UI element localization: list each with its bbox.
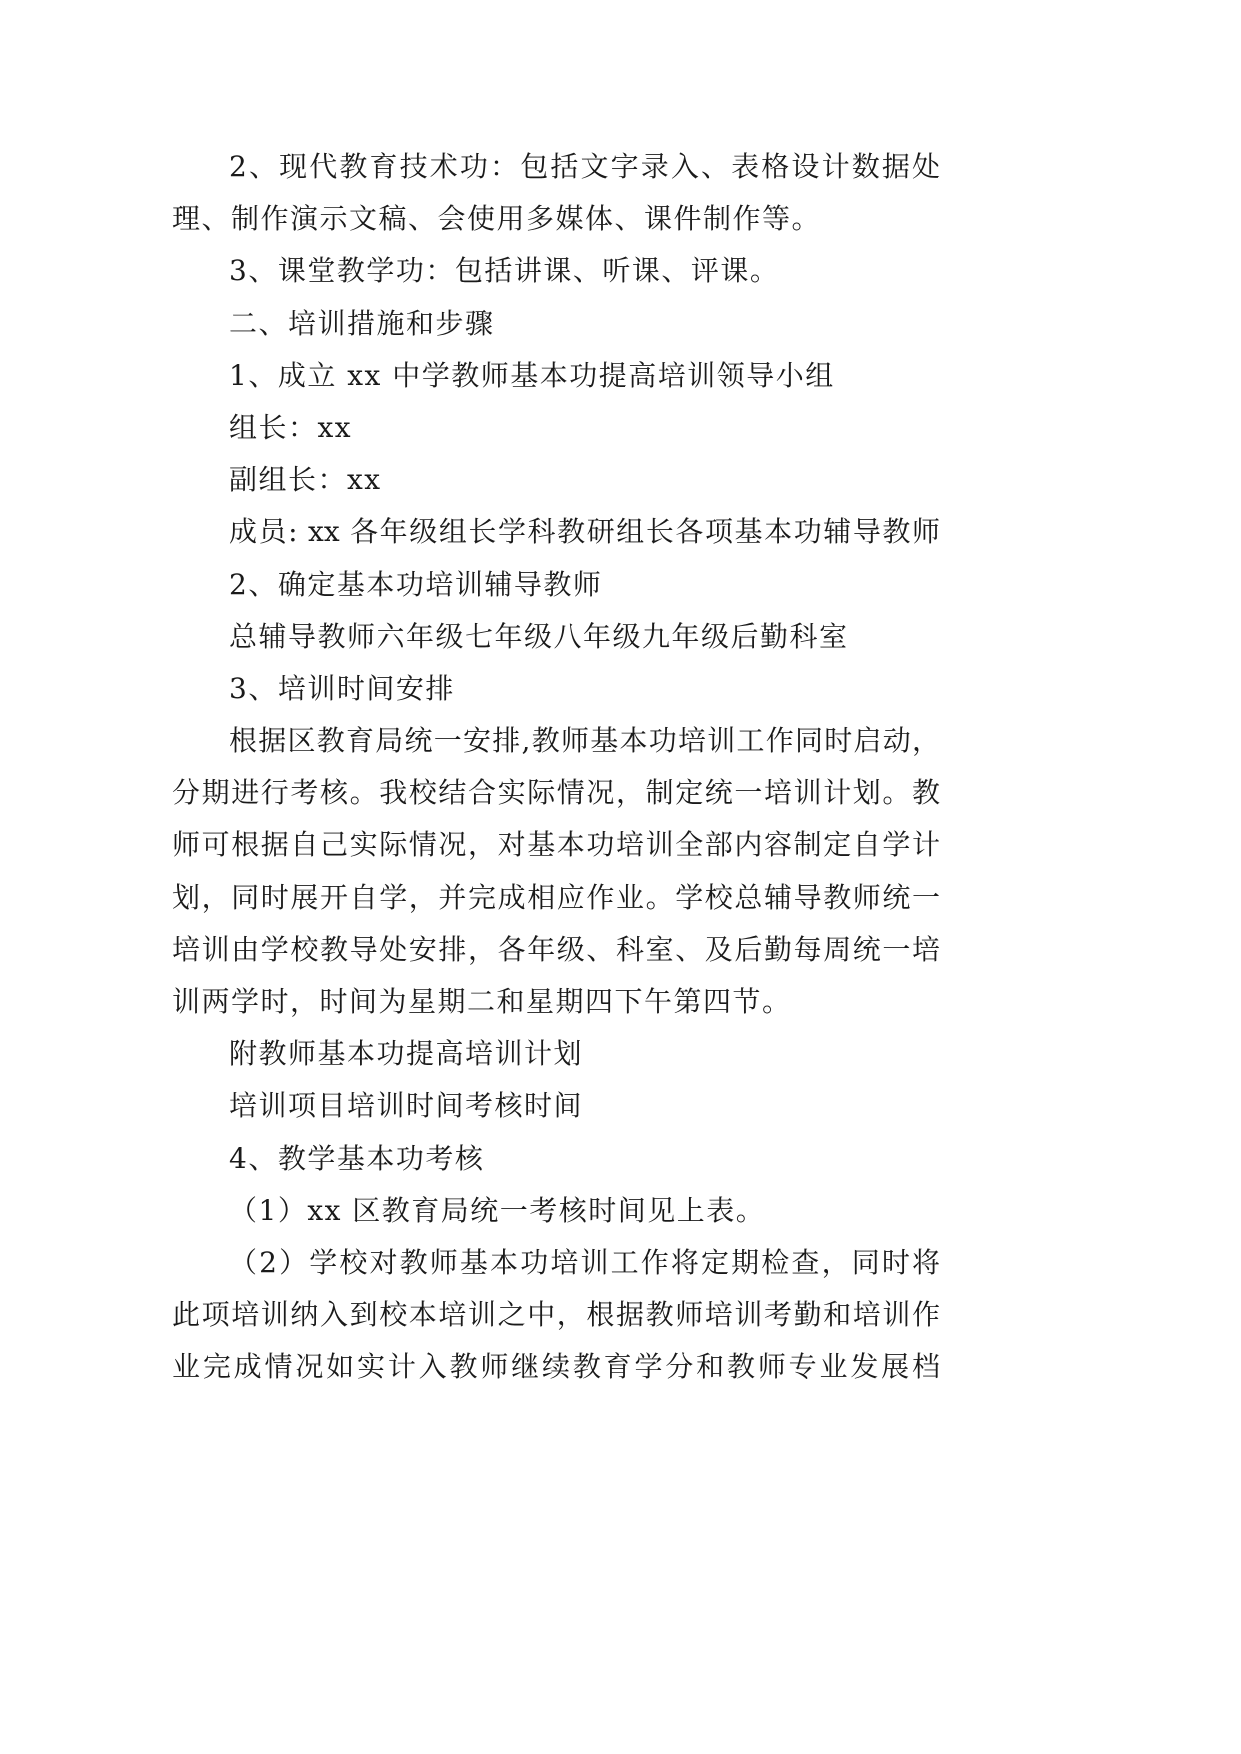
paragraph-members: [172, 506, 940, 558]
paragraph-line: 分期进行考核。我校结合实际情况，制定统一培训计划。教: [172, 776, 940, 810]
paragraph-line: 总辅导教师六年级七年级八年级九年级后勤科室: [229, 619, 849, 653]
paragraph-appendix-columns: [172, 1080, 940, 1132]
paragraph-line: 4、教学基本功考核: [229, 1141, 485, 1175]
paragraph-line: 3、课堂教学功：包括讲课、听课、评课。: [229, 254, 780, 288]
paragraph-assessment-item-2: [172, 1237, 940, 1394]
paragraph-line: 培训项目培训时间考核时间: [229, 1089, 584, 1123]
paragraph-tutors-heading: [172, 559, 940, 611]
paragraph-group-leader: [172, 402, 940, 454]
paragraph-line: 培训由学校教导处安排，各年级、科室、及后勤每周统一培: [172, 932, 940, 966]
paragraph-leadership-group: [172, 350, 940, 402]
paragraph-line: （1）xx 区教育局统一考核时间见上表。: [229, 1193, 766, 1227]
paragraph-assessment-item-1: [172, 1185, 940, 1237]
paragraph-line: 此项培训纳入到校本培训之中，根据教师培训考勤和培训作: [172, 1298, 940, 1332]
paragraph-line: 根据区教育局统一安排,教师基本功培训工作同时启动，: [229, 724, 940, 758]
paragraph-assessment-heading: [172, 1133, 940, 1185]
paragraph-modern-tech-skill: [172, 141, 940, 245]
paragraph-line: 师可根据自己实际情况，对基本功培训全部内容制定自学计: [172, 828, 940, 862]
paragraph-line: 训两学时，时间为星期二和星期四下午第四节。: [172, 985, 792, 1018]
paragraph-line: 2、确定基本功培训辅导教师: [229, 567, 603, 601]
document-body: [172, 141, 940, 1394]
paragraph-classroom-skill: [172, 245, 940, 297]
paragraph-schedule-heading: [172, 663, 940, 715]
paragraph-deputy-leader: [172, 454, 940, 506]
paragraph-line: 副组长：xx: [229, 463, 382, 497]
paragraph-line: 1、成立 xx 中学教师基本功提高培训领导小组: [229, 358, 835, 392]
paragraph-line: 业完成情况如实计入教师继续教育学分和教师专业发展档: [172, 1350, 940, 1384]
section-heading: [172, 298, 940, 350]
paragraph-line: （2）学校对教师基本功培训工作将定期检查，同时将: [229, 1245, 940, 1279]
paragraph-line: 理、制作演示文稿、会使用多媒体、课件制作等。: [172, 202, 822, 236]
paragraph-line: 附教师基本功提高培训计划: [229, 1037, 584, 1071]
paragraph-appendix-title: [172, 1028, 940, 1080]
paragraph-schedule-body: [172, 715, 940, 1028]
paragraph-line: 二、培训措施和步骤: [229, 306, 495, 340]
paragraph-line: 3、培训时间安排: [229, 671, 455, 705]
paragraph-line: 组长：xx: [229, 410, 353, 444]
paragraph-line: 2、现代教育技术功：包括文字录入、表格设计数据处: [229, 150, 940, 183]
paragraph-line: 划，同时展开自学，并完成相应作业。学校总辅导教师统一: [172, 880, 940, 914]
paragraph-tutors-list: [172, 611, 940, 663]
paragraph-line: 成员: xx 各年级组长学科教研组长各项基本功辅导教师: [229, 515, 940, 549]
